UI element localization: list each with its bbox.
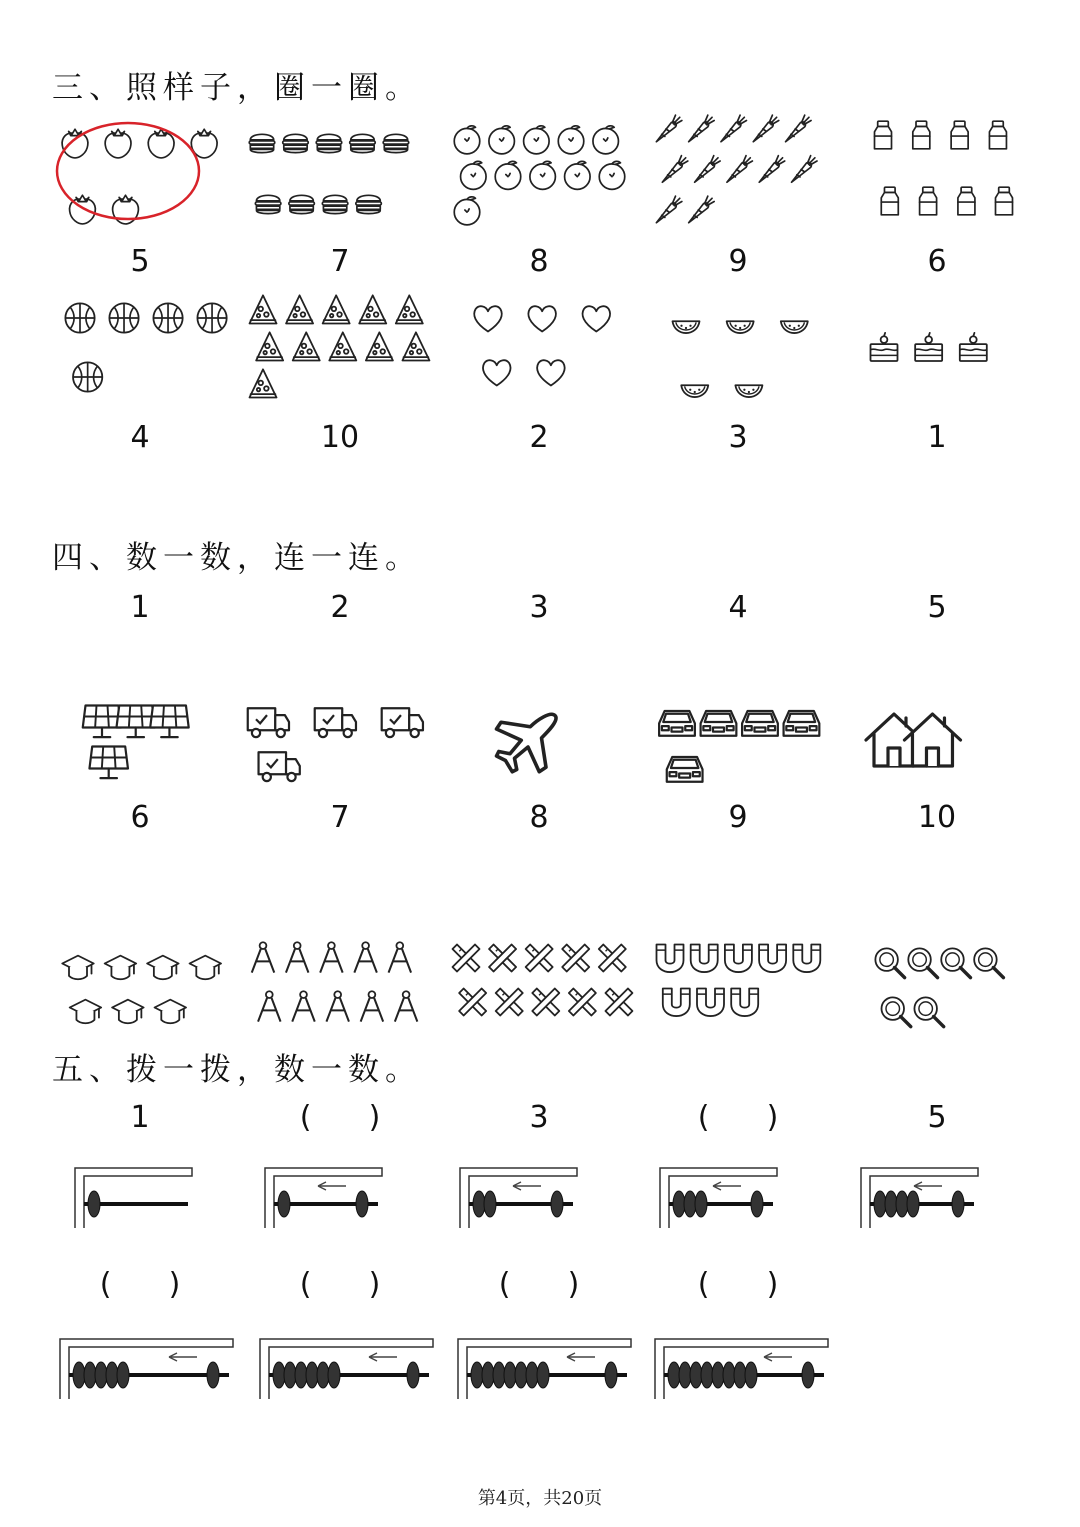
graduation-cap-icon bbox=[190, 956, 222, 980]
ruler-pencil-icon bbox=[453, 945, 480, 972]
pizza-slice-icon bbox=[250, 369, 277, 397]
cake-icon bbox=[960, 333, 987, 361]
picture-group-r2-4 bbox=[866, 315, 996, 380]
watermelon-slice-icon bbox=[735, 385, 762, 397]
carrot-icon bbox=[689, 115, 715, 142]
orange-icon bbox=[454, 197, 480, 225]
hamburger-icon bbox=[255, 195, 281, 213]
basketball-icon bbox=[197, 303, 226, 332]
number-label: 5 bbox=[927, 1100, 947, 1135]
airplane-icon bbox=[497, 714, 557, 771]
picture-group-bot-3 bbox=[652, 940, 832, 1020]
number-label: 1 bbox=[130, 590, 150, 625]
basketball-icon bbox=[153, 303, 182, 332]
basketball-icon bbox=[65, 303, 94, 332]
orange-icon bbox=[558, 126, 584, 154]
section3-title: 三、照样子，圈一圈。 bbox=[52, 70, 422, 106]
drafting-compass-icon bbox=[292, 991, 315, 1021]
drafting-compass-icon bbox=[326, 991, 349, 1021]
carrot-icon bbox=[727, 156, 753, 183]
page-footer: 第4页，共20页 bbox=[477, 1488, 603, 1509]
picture-group-mid-3 bbox=[655, 700, 830, 790]
number-label: 8 bbox=[529, 244, 549, 279]
magnifier-icon bbox=[914, 997, 943, 1026]
pizza-slice-icon bbox=[396, 295, 423, 323]
magnet-icon bbox=[663, 989, 690, 1017]
orange-icon bbox=[593, 126, 619, 154]
basketball-icon bbox=[73, 362, 102, 391]
heart-icon bbox=[583, 306, 611, 331]
heart-icon bbox=[537, 360, 565, 385]
abacus-9 bbox=[652, 1337, 830, 1407]
car-icon bbox=[784, 711, 820, 736]
magnet-icon bbox=[691, 945, 718, 973]
heart-icon bbox=[528, 306, 556, 331]
abacus-4 bbox=[657, 1166, 779, 1236]
picture-group-r1-1 bbox=[245, 125, 420, 220]
orange-icon bbox=[524, 126, 550, 154]
watermelon-slice-icon bbox=[727, 321, 754, 333]
car-icon bbox=[667, 757, 703, 782]
solar-panel-icon bbox=[89, 747, 127, 779]
abacus-1 bbox=[72, 1166, 194, 1236]
heart-icon bbox=[474, 306, 502, 331]
orange-icon bbox=[530, 161, 556, 189]
answer-blank[interactable]: ( ) bbox=[697, 1100, 779, 1135]
picture-group-mid-4 bbox=[862, 705, 1007, 775]
picture-group-bot-1 bbox=[245, 940, 425, 1025]
picture-group-bot-4 bbox=[872, 945, 1012, 1030]
ruler-pencil-icon bbox=[569, 989, 596, 1016]
delivery-truck-icon bbox=[315, 708, 356, 737]
milk-bottle-icon bbox=[958, 187, 975, 215]
ruler-pencil-icon bbox=[459, 989, 486, 1016]
drafting-compass-icon bbox=[395, 991, 418, 1021]
car-icon bbox=[742, 711, 778, 736]
pizza-slice-icon bbox=[293, 332, 320, 360]
basketball-icon bbox=[109, 303, 138, 332]
abacus-3 bbox=[457, 1166, 579, 1236]
hamburger-icon bbox=[289, 195, 315, 213]
graduation-cap-icon bbox=[155, 1000, 187, 1024]
orange-icon bbox=[495, 161, 520, 189]
number-label: 10 bbox=[320, 420, 360, 455]
number-label: 1 bbox=[130, 1100, 150, 1135]
carrot-icon bbox=[721, 115, 747, 142]
number-label: 7 bbox=[330, 800, 350, 835]
answer-blank[interactable]: ( ) bbox=[99, 1267, 181, 1302]
heart-icon bbox=[483, 360, 511, 385]
orange-icon bbox=[489, 126, 515, 154]
number-label: 7 bbox=[330, 244, 350, 279]
answer-blank[interactable]: ( ) bbox=[697, 1267, 779, 1302]
pizza-slice-icon bbox=[359, 295, 386, 323]
magnifier-icon bbox=[908, 948, 937, 977]
number-label: 3 bbox=[529, 590, 549, 625]
example-circle bbox=[55, 120, 201, 222]
car-icon bbox=[659, 711, 695, 736]
picture-group-r2-0 bbox=[62, 300, 237, 395]
milk-bottle-icon bbox=[920, 187, 937, 215]
solar-panel-icon bbox=[116, 706, 155, 738]
picture-group-mid-0 bbox=[80, 700, 195, 785]
carrot-icon bbox=[759, 156, 785, 183]
carrot-icon bbox=[786, 115, 812, 142]
magnet-icon bbox=[657, 945, 684, 973]
magnifier-icon bbox=[941, 948, 970, 977]
picture-group-mid-1 bbox=[245, 700, 430, 788]
section4-title: 四、数一数，连一连。 bbox=[52, 540, 422, 576]
cake-icon bbox=[871, 333, 898, 361]
ruler-pencil-icon bbox=[526, 945, 553, 972]
milk-bottle-icon bbox=[875, 121, 892, 149]
graduation-cap-icon bbox=[105, 956, 137, 980]
picture-group-r2-3 bbox=[668, 310, 818, 410]
picture-group-r1-4 bbox=[866, 118, 1021, 218]
abacus-5 bbox=[858, 1166, 980, 1236]
magnet-icon bbox=[759, 945, 786, 973]
picture-group-bot-0 bbox=[60, 950, 230, 1030]
ruler-pencil-icon bbox=[562, 945, 589, 972]
picture-group-r1-2 bbox=[450, 122, 630, 227]
ruler-pencil-icon bbox=[599, 945, 626, 972]
hamburger-icon bbox=[350, 134, 376, 152]
carrot-icon bbox=[695, 156, 721, 183]
drafting-compass-icon bbox=[258, 991, 281, 1021]
number-label: 5 bbox=[130, 244, 150, 279]
pizza-slice-icon bbox=[250, 295, 277, 323]
hamburger-icon bbox=[356, 195, 382, 213]
house-icon bbox=[904, 714, 960, 766]
number-label: 1 bbox=[927, 420, 947, 455]
ruler-pencil-icon bbox=[496, 989, 523, 1016]
orange-icon bbox=[599, 161, 625, 189]
section5-title: 五、拨一拨，数一数。 bbox=[52, 1052, 422, 1088]
watermelon-slice-icon bbox=[681, 385, 708, 397]
graduation-cap-icon bbox=[112, 1000, 144, 1024]
pizza-slice-icon bbox=[286, 295, 313, 323]
drafting-compass-icon bbox=[320, 942, 343, 972]
number-label: 2 bbox=[330, 590, 350, 625]
hamburger-icon bbox=[322, 195, 348, 213]
answer-blank[interactable]: ( ) bbox=[498, 1267, 580, 1302]
watermelon-slice-icon bbox=[781, 321, 808, 333]
carrot-icon bbox=[656, 115, 682, 142]
picture-group-mid-2 bbox=[492, 705, 572, 780]
milk-bottle-icon bbox=[881, 187, 898, 215]
drafting-compass-icon bbox=[286, 942, 309, 972]
picture-group-r1-3 bbox=[650, 112, 820, 227]
delivery-truck-icon bbox=[382, 708, 423, 737]
carrot-icon bbox=[753, 115, 779, 142]
ruler-pencil-icon bbox=[605, 989, 632, 1016]
number-label: 9 bbox=[728, 800, 748, 835]
drafting-compass-icon bbox=[389, 942, 412, 972]
graduation-cap-icon bbox=[147, 956, 179, 980]
ruler-pencil-icon bbox=[489, 945, 516, 972]
pizza-slice-icon bbox=[402, 332, 429, 360]
drafting-compass-icon bbox=[252, 942, 275, 972]
number-label: 3 bbox=[728, 420, 748, 455]
number-label: 6 bbox=[130, 800, 150, 835]
milk-bottle-icon bbox=[913, 121, 930, 149]
orange-icon bbox=[461, 161, 487, 189]
delivery-truck-icon bbox=[259, 752, 300, 781]
orange-icon bbox=[454, 126, 480, 154]
magnet-icon bbox=[731, 989, 758, 1017]
carrot-icon bbox=[792, 156, 818, 183]
orange-icon bbox=[565, 161, 591, 189]
number-label: 8 bbox=[529, 800, 549, 835]
pizza-slice-icon bbox=[256, 332, 283, 360]
answer-blank[interactable]: ( ) bbox=[299, 1267, 381, 1302]
carrot-icon bbox=[689, 196, 715, 223]
hamburger-icon bbox=[316, 134, 342, 152]
number-label: 4 bbox=[130, 420, 150, 455]
delivery-truck-icon bbox=[248, 708, 289, 737]
number-label: 9 bbox=[728, 244, 748, 279]
answer-blank[interactable]: ( ) bbox=[299, 1100, 381, 1135]
picture-group-r2-2 bbox=[470, 300, 620, 390]
ruler-pencil-icon bbox=[532, 989, 559, 1016]
cake-icon bbox=[915, 333, 942, 361]
watermelon-slice-icon bbox=[673, 321, 700, 333]
magnifier-icon bbox=[882, 997, 911, 1026]
hamburger-icon bbox=[283, 134, 309, 152]
solar-panel-icon bbox=[150, 706, 189, 738]
abacus-2 bbox=[262, 1166, 384, 1236]
number-label: 3 bbox=[529, 1100, 549, 1135]
magnet-icon bbox=[697, 989, 724, 1017]
number-label: 4 bbox=[728, 590, 748, 625]
abacus-8 bbox=[455, 1337, 633, 1407]
carrot-icon bbox=[662, 156, 688, 183]
picture-group-r2-1 bbox=[245, 292, 435, 402]
milk-bottle-icon bbox=[989, 121, 1006, 149]
drafting-compass-icon bbox=[361, 991, 384, 1021]
number-label: 6 bbox=[927, 244, 947, 279]
carrot-icon bbox=[656, 196, 682, 223]
pizza-slice-icon bbox=[366, 332, 393, 360]
magnet-icon bbox=[793, 945, 820, 973]
hamburger-icon bbox=[383, 134, 409, 152]
magnifier-icon bbox=[974, 948, 1003, 977]
number-label: 5 bbox=[927, 590, 947, 625]
number-label: 2 bbox=[529, 420, 549, 455]
magnet-icon bbox=[725, 945, 752, 973]
milk-bottle-icon bbox=[951, 121, 968, 149]
drafting-compass-icon bbox=[354, 942, 377, 972]
graduation-cap-icon bbox=[62, 956, 94, 980]
abacus-6 bbox=[57, 1337, 235, 1407]
car-icon bbox=[701, 711, 737, 736]
abacus-7 bbox=[257, 1337, 435, 1407]
milk-bottle-icon bbox=[996, 187, 1013, 215]
solar-panel-icon bbox=[83, 706, 122, 738]
example-circle-ellipse bbox=[57, 123, 199, 219]
picture-group-bot-2 bbox=[448, 940, 638, 1020]
graduation-cap-icon bbox=[70, 1000, 102, 1024]
pizza-slice-icon bbox=[323, 295, 350, 323]
hamburger-icon bbox=[249, 134, 275, 152]
number-label: 10 bbox=[917, 800, 957, 835]
magnifier-icon bbox=[875, 948, 904, 977]
pizza-slice-icon bbox=[329, 332, 356, 360]
